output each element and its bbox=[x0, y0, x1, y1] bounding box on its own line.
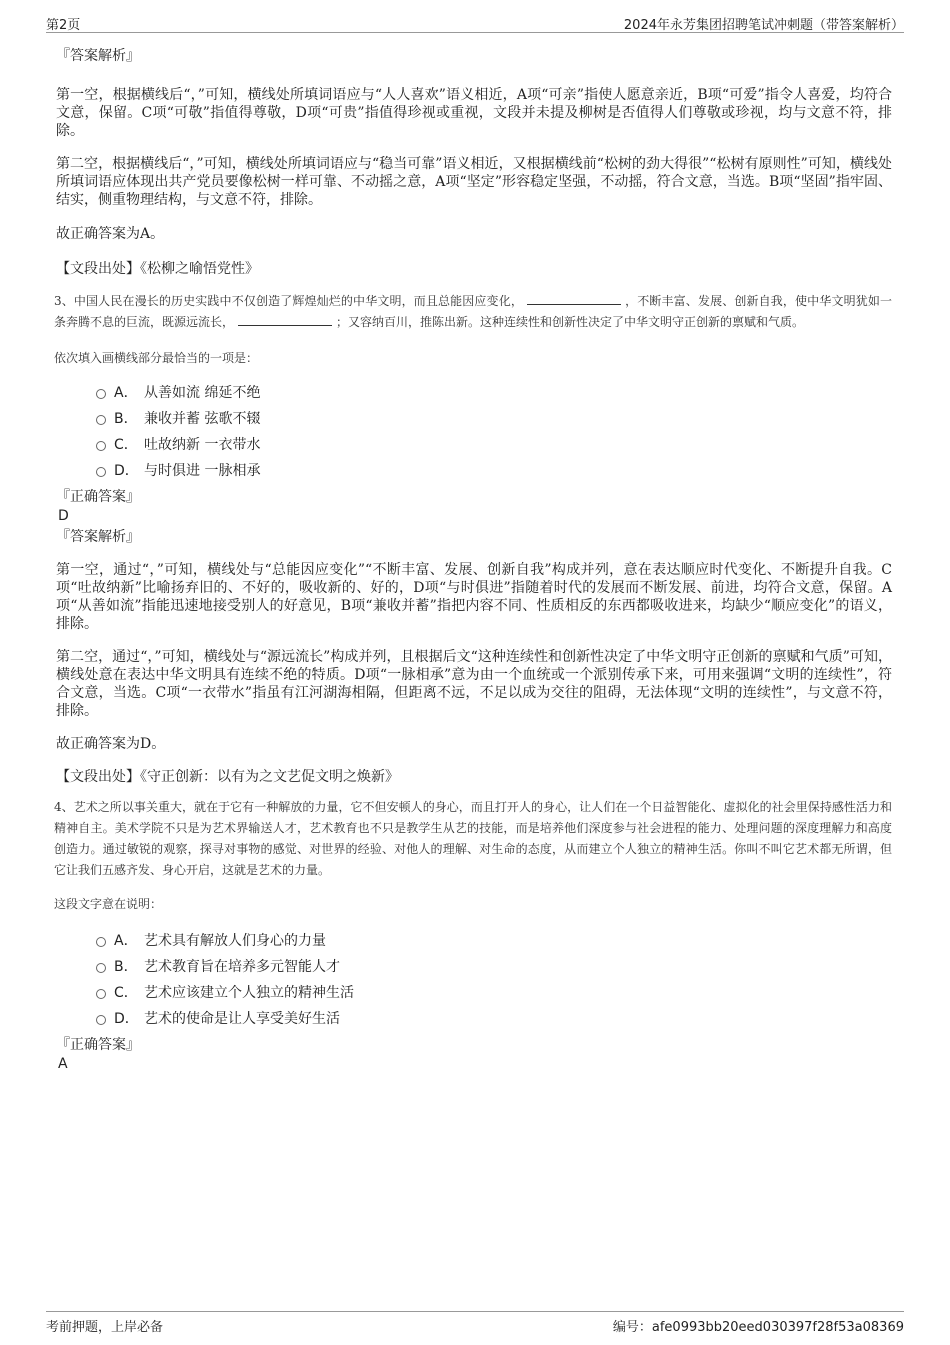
analysis-paragraph: 第二空，根据横线后“，”可知，横线处所填词语应与“稳当可靠”语义相近，又根据横线前“松树的劲大得很”“松树有原则性”可知，横线处所填词语应体现出共产党员要像松树一样可靠、不动摇之意，A项“坚定”形容稳定坚强，不动摇，符合文意，当选。B项“坚固”指牢固、结实，侧重物理结构，与文意不符，排除。 bbox=[56, 156, 892, 208]
document-title: 2024年永芳集团招聘笔试冲刺题（带答案解析） bbox=[623, 18, 904, 33]
radio-icon[interactable] bbox=[96, 389, 106, 399]
question-text: 3、中国人民在漫长的历史实践中不仅创造了辉煌灿烂的中华文明，而且总能因应变化， bbox=[54, 294, 523, 308]
options-list bbox=[56, 927, 892, 1031]
question-stem: 4、艺术之所以事关重大，就在于它有一种解放的力量，它不但安顿人的身心，而且打开人的身心，让人们在一个日益智能化、虚拟化的社会里保持感性活力和精神自主。美术学院不只是为艺术界输送人才，艺术教育也不只是教学生从艺的技能，而是培养他们深度参与社会进程的能力、处理问题的深度理解力和高度创造力。通过敏锐的观察，探寻对事物的感觉、对世界的经验、对他人的理解、对生命的态度，从而建立个人独立的精神生活。你叫不叫它艺术都无所谓，但它让我们五感齐发、身心开启，这就是艺术的力量。 bbox=[54, 800, 892, 877]
correct-answer-tag: 『正确答案』 bbox=[56, 1037, 140, 1053]
question-prompt: 依次填入画横线部分最恰当的一项是： bbox=[54, 351, 259, 365]
page-footer bbox=[46, 1311, 904, 1336]
analysis-paragraph: 第一空，通过“，”可知，横线处与“总能因应变化”“不断丰富、发展、创新自我”构成并列，意在表达顺应时代变化、不断提升自我。C项“吐故纳新”比喻扬弃旧的、不好的，吸收新的、好的，D项“与时俱进”指随着时代的发展而不断发展、前进，均符合文意，保留。A项“从善如流”指能迅速地接受别人的好意见，B项“兼收并蓄”指把内容不同、性质相反的东西都吸收进来，均缺少“顺应变化”的语义，排除。 bbox=[56, 562, 892, 632]
analysis-tag: 『答案解析』 bbox=[56, 529, 140, 545]
radio-icon[interactable] bbox=[96, 963, 106, 973]
option-a[interactable]: A． 艺术具有解放人们身心的力量 bbox=[56, 927, 892, 953]
page-content bbox=[56, 42, 892, 1073]
document-id: 编号：afe0993bb20eed030397f28f53a08369 bbox=[612, 1320, 904, 1335]
fill-blank bbox=[527, 292, 621, 305]
analysis-tag: 『答案解析』 bbox=[56, 48, 140, 64]
radio-icon[interactable] bbox=[96, 441, 106, 451]
question-text: ；又容纳百川，推陈出新。这种连续性和创新性决定了中华文明守正创新的禀赋和气质。 bbox=[336, 315, 805, 329]
radio-icon[interactable] bbox=[96, 989, 106, 999]
option-c[interactable]: C． 艺术应该建立个人独立的精神生活 bbox=[56, 979, 892, 1005]
correct-answer-tag: 『正确答案』 bbox=[56, 489, 140, 505]
option-c[interactable]: C． 吐故纳新 一衣带水 bbox=[56, 431, 892, 457]
radio-icon[interactable] bbox=[96, 937, 106, 947]
answer-conclusion: 故正确答案为D。 bbox=[56, 736, 166, 752]
source-citation: 【文段出处】《松柳之喻悟党性》 bbox=[56, 261, 259, 277]
question-text: ，不断丰富、发展、创新自我，使中华文明犹如一条奔腾不息的巨流，既源远流长， bbox=[54, 294, 892, 329]
correct-answer: D bbox=[58, 508, 69, 524]
option-b[interactable]: B． 兼收并蓄 弦歌不辍 bbox=[56, 405, 892, 431]
radio-icon[interactable] bbox=[96, 415, 106, 425]
options-list bbox=[56, 379, 892, 483]
analysis-paragraph: 第一空，根据横线后“，”可知，横线处所填词语应与“人人喜欢”语义相近，A项“可亲”指使人愿意亲近，B项“可爱”指令人喜爱，均符合文意，保留。C项“可敬”指值得尊敬，D项“可贵”指值得珍视或重视，文段并未提及柳树是否值得人们尊敬或珍视，均与文意不符，排除。 bbox=[56, 87, 892, 139]
answer-conclusion: 故正确答案为A。 bbox=[56, 226, 165, 242]
page-header bbox=[46, 12, 904, 33]
radio-icon[interactable] bbox=[96, 467, 106, 477]
fill-blank bbox=[238, 313, 332, 326]
option-d[interactable]: D． 与时俱进 一脉相承 bbox=[56, 457, 892, 483]
correct-answer: A bbox=[58, 1056, 68, 1072]
question-prompt: 这段文字意在说明： bbox=[54, 897, 163, 911]
option-a[interactable]: A． 从善如流 绵延不绝 bbox=[56, 379, 892, 405]
question-stem bbox=[54, 291, 892, 333]
radio-icon[interactable] bbox=[96, 1015, 106, 1025]
option-b[interactable]: B． 艺术教育旨在培养多元智能人才 bbox=[56, 953, 892, 979]
page-number: 第2页 bbox=[46, 18, 81, 33]
option-d[interactable]: D． 艺术的使命是让人享受美好生活 bbox=[56, 1005, 892, 1031]
source-citation: 【文段出处】《守正创新：以有为之文艺促文明之焕新》 bbox=[56, 769, 399, 785]
footer-slogan: 考前押题，上岸必备 bbox=[46, 1320, 164, 1335]
analysis-paragraph: 第二空，通过“，”可知，横线处与“源远流长”构成并列，且根据后文“这种连续性和创新性决定了中华文明守正创新的禀赋和气质”可知，横线处意在表达中华文明具有连续不绝的特质。D项“一脉相承”意为由一个血统或一个派别传承下来，可用来强调“文明的连续性”，符合文意，当选。C项“一衣带水”指虽有江河湖海相隔，但距离不远，不足以成为交往的阻碍，无法体现“文明的连续性”，与文意不符，排除。 bbox=[56, 649, 892, 719]
